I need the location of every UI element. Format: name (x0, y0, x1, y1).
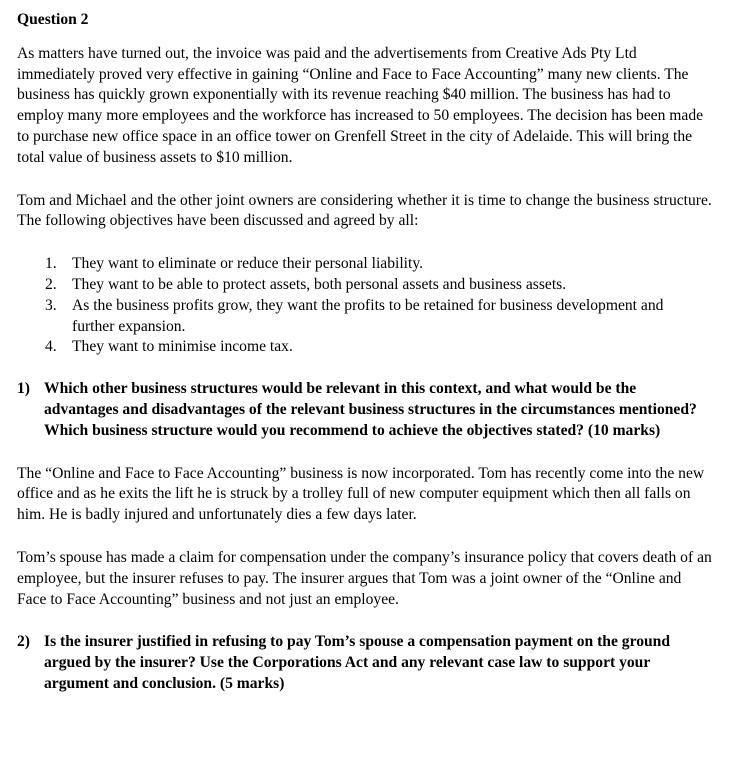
objective-text: They want to be able to protect assets, both personal assets and business assets. (72, 275, 567, 293)
scenario-paragraph-1: As matters have turned out, the invoice was paid and the advertisements from Creative Ads Pty Ltd immediately proved very effective in gaining “Online and Face to Face Accounting” many new clients. The business has quickly grown exponentially with its revenue reaching $40 million. The business has had to employ many more employees and the workforce has increased to 50 employees. The decision has been made to purchase new office space in an office tower on Grenfell Street in the city of Adelaide. This will bring the total value of business assets to $10 million. (17, 44, 704, 166)
objective-item (17, 254, 717, 275)
objective-item (17, 337, 717, 358)
objective-number: 2. (45, 275, 57, 293)
objective-number: 4. (45, 338, 57, 356)
objective-text: They want to eliminate or reduce their personal liability. (72, 255, 424, 273)
sub-question-number: 2) (17, 633, 30, 651)
sub-question-2 (17, 632, 717, 694)
objective-number: 3. (45, 296, 57, 314)
objective-text: They want to minimise income tax. (72, 338, 293, 356)
scenario-paragraph-2: Tom and Michael and the other joint owners are considering whether it is time to change the business structure. The following objectives have been discussed and agreed by all: (17, 191, 712, 230)
objective-item (17, 296, 717, 338)
sub-question-1 (17, 379, 717, 441)
sub-question-text: Which other business structures would be relevant in this context, and what would be the advantages and disadvantages of the relevant business structures in the circumstances mentioned? Which business structure would you recommend to achieve the objectives stated? (10 marks) (44, 380, 697, 439)
sub-question-text: Is the insurer justified in refusing to pay Tom’s spouse a compensation payment on the ground argued by the insurer? Use the Corporations Act and any relevant case law to support your argument and conclusion. (5 marks) (44, 633, 671, 692)
sub-question-number: 1) (17, 380, 30, 398)
objectives-list (17, 254, 717, 358)
scenario-paragraph-3: The “Online and Face to Face Accounting” business is now incorporated. Tom has recently come into the new office and as he exits the lift he is struck by a trolley full of new computer equipment which then all falls on him. He is badly injured and unfortunately dies a few days later. (17, 464, 705, 524)
objective-item (17, 275, 717, 296)
objective-number: 1. (45, 255, 57, 273)
scenario-paragraph-4: Tom’s spouse has made a claim for compensation under the company’s insurance policy that covers death of an employee, but the insurer refuses to pay. The insurer argues that Tom was a joint owner of the “Online and Face to Face Accounting” business and not just an employee. (17, 548, 712, 608)
document-page (17, 10, 717, 717)
question-heading: Question 2 (17, 11, 89, 28)
objective-text: As the business profits grow, they want the profits to be retained for business development and further expansion. (72, 296, 664, 335)
